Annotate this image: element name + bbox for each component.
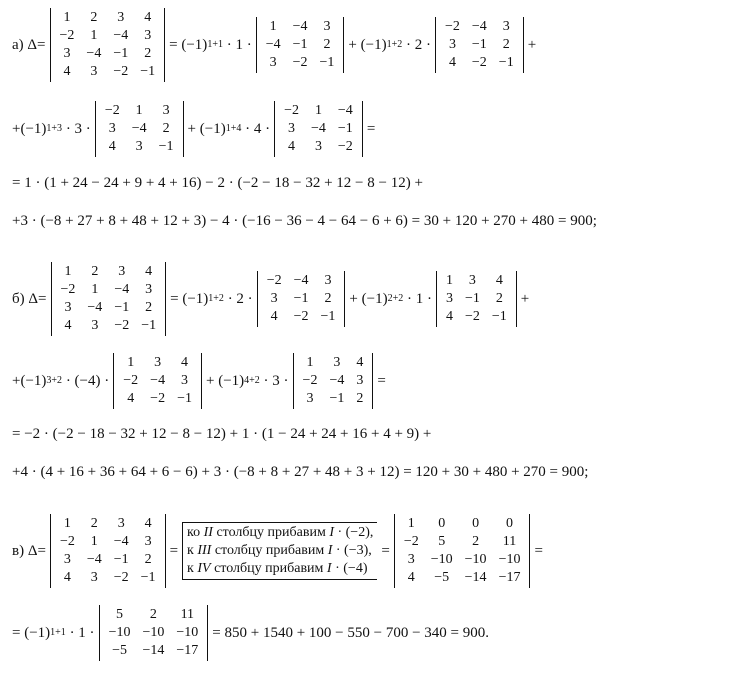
part-c-line-2: = (−1) 1+1 · 1 · 5 2 11 −10 −10 −10 −5 −14 −17 = 850 + 1540 + 100 − 550 − 700 − 340 = 900. <box>12 605 730 661</box>
matrix-cell: 4 <box>145 264 153 279</box>
matrix-cell: 1 <box>445 273 453 288</box>
matrix-cell: −2 <box>113 64 129 79</box>
matrix-cell: 2 <box>90 516 98 531</box>
matrix-cell: 3 <box>144 534 152 549</box>
matrix-cell: 1 <box>64 264 72 279</box>
matrix-cell: −2 <box>113 570 129 585</box>
minor-matrix <box>99 605 209 661</box>
matrix-cell: 5 <box>116 607 124 622</box>
matrix-cell: −2 <box>284 103 299 118</box>
matrix-cell: 4 <box>407 570 415 585</box>
matrix-row <box>54 533 162 551</box>
matrix-cell: 3 <box>288 121 296 136</box>
multiplier: · (−4) · <box>65 372 110 389</box>
matrix-cell: 2 <box>144 552 152 567</box>
operator: = <box>366 120 376 137</box>
matrix-cell: −2 <box>150 391 166 406</box>
matrix-cell: 3 <box>117 10 125 25</box>
matrix-row <box>103 624 205 642</box>
matrix-cell: −1 <box>293 291 309 306</box>
matrix-row <box>117 372 198 390</box>
matrix-cell: −1 <box>498 55 514 70</box>
matrix-cell: 4 <box>63 64 71 79</box>
matrix-row <box>398 515 527 533</box>
matrix-row <box>54 515 162 533</box>
matrix-cell: 2 <box>324 291 332 306</box>
matrix-cell: −14 <box>464 570 487 585</box>
matrix-row <box>278 102 359 120</box>
matrix-cell: −2 <box>104 103 120 118</box>
matrix-cell: −10 <box>142 625 165 640</box>
matrix-cell: 4 <box>108 139 116 154</box>
matrix-row <box>260 18 341 36</box>
multiplier: · 3 · <box>65 120 91 137</box>
matrix-cell: −1 <box>141 318 157 333</box>
matrix-row <box>54 551 162 569</box>
multiplier: · 2 · <box>227 290 253 307</box>
matrix-cell: 3 <box>314 139 322 154</box>
matrix-cell: 0 <box>438 516 446 531</box>
cofactor-sign: + (−1) <box>349 290 388 307</box>
matrix-row <box>398 569 527 587</box>
matrix-cell: −2 <box>59 534 75 549</box>
cofactor-sign: +(−1) <box>12 120 47 137</box>
matrix-cell: 3 <box>181 373 189 388</box>
matrix-cell: 11 <box>502 534 517 549</box>
matrix-cell: 1 <box>407 516 415 531</box>
matrix-row <box>103 606 205 624</box>
matrix-row <box>55 299 163 317</box>
cofactor-sign: = (−1) <box>12 624 51 641</box>
minor-matrix-12 <box>435 17 524 73</box>
operator: = <box>381 542 390 559</box>
matrix-cell: 4 <box>127 391 135 406</box>
matrix-cell: −2 <box>292 55 308 70</box>
matrix-cell: 4 <box>64 318 72 333</box>
multiplier: · 3 · <box>263 372 289 389</box>
part-b-line-2: +(−1) 3+2 · (−4) · 1 3 4 −2 −4 3 4 −2 −1 + (−1) 4+2 · 3 · 1 3 4 −2 −4 3 3 −1 2 = <box>12 353 730 409</box>
matrix-cell: −1 <box>177 391 192 406</box>
matrix-cell: −1 <box>140 64 156 79</box>
part-a-line-3 <box>12 175 730 192</box>
matrix-row <box>439 54 520 72</box>
part-b-line-3 <box>12 426 730 443</box>
matrix-cell: 4 <box>270 309 278 324</box>
matrix-cell: 3 <box>63 46 71 61</box>
matrix-cell: 2 <box>90 10 98 25</box>
matrix-cell: −2 <box>123 373 139 388</box>
multiplier: · 1 · <box>69 624 95 641</box>
matrix-cell: 3 <box>356 373 364 388</box>
matrix-cell: −10 <box>108 625 131 640</box>
expression-line: +3 · (−8 + 27 + 8 + 48 + 12 + 3) − 4 · (−16 − 36 − 4 − 64 − 6 + 6) = 30 + 120 + 270 + 480 = 900; <box>12 213 597 229</box>
matrix-row <box>55 281 163 299</box>
matrix-cell: −1 <box>464 291 480 306</box>
determinant-matrix <box>50 8 166 82</box>
part-c-label: в) <box>12 542 25 559</box>
determinant-matrix <box>51 262 167 336</box>
matrix-cell: 3 <box>324 273 332 288</box>
matrix-cell: −10 <box>498 552 521 567</box>
cofactor-sign: +(−1) <box>12 372 47 389</box>
matrix-row <box>398 533 527 551</box>
column-operations-bracket <box>182 522 377 580</box>
matrix-row <box>54 63 162 81</box>
matrix-cell: 3 <box>407 552 415 567</box>
matrix-cell: 3 <box>63 552 71 567</box>
matrix-row <box>260 54 341 72</box>
part-b-label: б) <box>12 290 25 307</box>
operator: = <box>169 542 179 559</box>
matrix-row <box>261 290 342 308</box>
matrix-cell: 4 <box>288 139 296 154</box>
matrix-cell: −1 <box>113 552 129 567</box>
matrix-cell: 3 <box>91 318 99 333</box>
matrix-cell: 4 <box>144 10 152 25</box>
matrix-cell: 0 <box>506 516 514 531</box>
minor-matrix-32 <box>113 353 202 409</box>
matrix-cell: −2 <box>60 282 76 297</box>
matrix-cell: −4 <box>471 19 487 34</box>
matrix-cell: 1 <box>269 19 277 34</box>
matrix-cell: −4 <box>150 373 166 388</box>
matrix-cell: 4 <box>356 355 364 370</box>
cofactor-sign: + (−1) <box>205 372 245 389</box>
matrix-cell: −1 <box>158 139 174 154</box>
matrix-cell: 2 <box>144 46 152 61</box>
matrix-cell: −1 <box>337 121 353 136</box>
matrix-cell: 3 <box>144 28 152 43</box>
matrix-cell: −2 <box>444 19 460 34</box>
delta-symbol: Δ= <box>28 290 47 307</box>
matrix-cell: −2 <box>337 139 353 154</box>
matrix-row <box>55 317 163 335</box>
matrix-cell: −4 <box>113 534 129 549</box>
minor-matrix-14 <box>274 101 363 157</box>
matrix-cell: −5 <box>434 570 450 585</box>
matrix-cell: 3 <box>117 516 125 531</box>
matrix-cell: −4 <box>131 121 147 136</box>
matrix-row <box>439 36 520 54</box>
multiplier: · 4 · <box>245 120 271 137</box>
matrix-cell: 3 <box>323 19 331 34</box>
matrix-cell: −4 <box>329 373 345 388</box>
matrix-cell: −1 <box>114 300 130 315</box>
matrix-cell: 3 <box>108 121 116 136</box>
matrix-row <box>99 120 180 138</box>
matrix-cell: 2 <box>91 264 99 279</box>
matrix-cell: 1 <box>91 282 99 297</box>
matrix-row <box>54 45 162 63</box>
matrix-cell: 11 <box>180 607 195 622</box>
matrix-cell: −2 <box>266 273 282 288</box>
matrix-cell: −10 <box>430 552 453 567</box>
matrix-row <box>440 290 513 308</box>
delta-symbol: Δ= <box>27 36 46 53</box>
matrix-row <box>440 272 513 290</box>
result-expression: = 850 + 1540 + 100 − 550 − 700 − 340 = 900. <box>212 624 489 641</box>
matrix-cell: −4 <box>86 552 102 567</box>
cofactor-sign: + (−1) <box>348 36 387 53</box>
matrix-row <box>297 390 370 408</box>
matrix-cell: −4 <box>87 300 103 315</box>
matrix-row <box>278 120 359 138</box>
minor-matrix-42 <box>293 353 374 409</box>
part-a-label: а) <box>12 36 24 53</box>
matrix-cell: 1 <box>127 355 135 370</box>
matrix-cell: −5 <box>112 643 127 658</box>
minor-matrix-22 <box>436 271 517 327</box>
matrix-cell: 3 <box>162 103 170 118</box>
matrix-cell: 1 <box>135 103 143 118</box>
matrix-row <box>103 642 205 660</box>
matrix-cell: −1 <box>329 391 345 406</box>
matrix-cell: 5 <box>438 534 446 549</box>
transformed-determinant <box>394 514 531 588</box>
matrix-cell: −4 <box>113 28 129 43</box>
matrix-cell: 3 <box>135 139 143 154</box>
matrix-cell: 3 <box>90 64 98 79</box>
matrix-cell: 4 <box>495 273 503 288</box>
minor-matrix-12 <box>257 271 346 327</box>
matrix-cell: 3 <box>333 355 341 370</box>
part-b-line-4 <box>12 464 730 481</box>
matrix-cell: −2 <box>293 309 309 324</box>
matrix-cell: −2 <box>403 534 419 549</box>
matrix-row <box>261 308 342 326</box>
matrix-cell: −4 <box>86 46 102 61</box>
delta-symbol: Δ= <box>27 542 46 559</box>
operator: = <box>377 372 386 389</box>
matrix-row <box>297 372 370 390</box>
matrix-row <box>55 263 163 281</box>
matrix-row <box>99 102 180 120</box>
matrix-cell: 4 <box>144 516 152 531</box>
matrix-cell: 3 <box>90 570 98 585</box>
matrix-cell: 2 <box>149 607 157 622</box>
matrix-cell: −1 <box>292 37 308 52</box>
matrix-row <box>297 354 370 372</box>
matrix-cell: 2 <box>323 37 331 52</box>
matrix-cell: −1 <box>471 37 487 52</box>
matrix-cell: −1 <box>320 309 336 324</box>
matrix-row <box>117 354 198 372</box>
matrix-cell: −17 <box>498 570 521 585</box>
matrix-cell: −2 <box>114 318 130 333</box>
matrix-cell: −10 <box>176 625 199 640</box>
cofactor-sign: + (−1) <box>187 120 226 137</box>
multiplier: · 1 · <box>406 290 432 307</box>
operator: = <box>534 542 543 559</box>
matrix-cell: −1 <box>140 570 156 585</box>
determinant-matrix <box>50 514 166 588</box>
part-a-line-2: +(−1) 1+3 · 3 · −2 1 3 3 −4 2 4 3 −1 + (−1) 1+4 · 4 · −2 1 −4 3 −4 −1 4 3 −2 = <box>12 101 730 157</box>
matrix-row <box>278 138 359 156</box>
matrix-cell: 2 <box>472 534 480 549</box>
matrix-cell: 3 <box>145 282 153 297</box>
matrix-cell: 1 <box>63 516 71 531</box>
matrix-cell: −4 <box>265 37 281 52</box>
part-b-line-1: б) Δ= 1 2 3 4 −2 1 −4 3 3 −4 −1 2 4 3 −2 −1 = (−1) 1+2 · 2 · −2 −4 3 3 −1 2 4 −2 −1 + (−1) 2+2 · 1 · 1 3 4 3 −1 2 4 −2 −1 + <box>12 262 730 336</box>
operator: + <box>527 36 537 53</box>
matrix-cell: 1 <box>90 534 98 549</box>
matrix-cell: −1 <box>491 309 507 324</box>
matrix-cell: −4 <box>311 121 326 136</box>
expression-line: = −2 · (−2 − 18 − 32 + 12 − 8 − 12) + 1 · (1 − 24 + 24 + 16 + 4 + 9) + <box>12 426 432 442</box>
matrix-cell: 2 <box>495 291 503 306</box>
matrix-cell: 1 <box>63 10 71 25</box>
part-c-line-1 <box>12 514 730 588</box>
matrix-cell: 3 <box>154 355 162 370</box>
matrix-cell: 4 <box>448 55 456 70</box>
matrix-cell: 3 <box>64 300 72 315</box>
matrix-cell: −2 <box>302 373 318 388</box>
matrix-row <box>398 551 527 569</box>
matrix-cell: 2 <box>145 300 153 315</box>
matrix-cell: 2 <box>356 391 364 406</box>
part-a-line-4 <box>12 213 730 230</box>
matrix-row <box>99 138 180 156</box>
matrix-cell: −2 <box>59 28 75 43</box>
matrix-cell: 1 <box>314 103 322 118</box>
matrix-cell: −4 <box>337 103 353 118</box>
cofactor-sign: = (−1) <box>170 290 209 307</box>
matrix-cell: 1 <box>90 28 98 43</box>
matrix-cell: −4 <box>293 273 309 288</box>
matrix-cell: −17 <box>176 643 199 658</box>
matrix-cell: 3 <box>448 37 456 52</box>
matrix-cell: −4 <box>114 282 130 297</box>
matrix-cell: −14 <box>142 643 165 658</box>
matrix-cell: 4 <box>445 309 453 324</box>
column-operation: к III столбцу прибавим I · (−3), <box>187 543 372 558</box>
matrix-row <box>54 27 162 45</box>
matrix-row <box>260 36 341 54</box>
matrix-row <box>117 390 198 408</box>
expression-line: = 1 · (1 + 24 − 24 + 9 + 4 + 16) − 2 · (−2 − 18 − 32 + 12 − 8 − 12) + <box>12 175 423 191</box>
matrix-cell: −1 <box>113 46 129 61</box>
matrix-cell: 3 <box>445 291 453 306</box>
minor-matrix-11 <box>256 17 345 73</box>
matrix-cell: −4 <box>292 19 308 34</box>
matrix-cell: 3 <box>306 391 314 406</box>
matrix-cell: 3 <box>502 19 510 34</box>
matrix-cell: 4 <box>181 355 189 370</box>
matrix-row <box>54 9 162 27</box>
matrix-cell: −2 <box>464 309 480 324</box>
column-operation: к IV столбцу прибавим I · (−4) <box>187 561 368 576</box>
minor-matrix-13 <box>95 101 184 157</box>
matrix-cell: 4 <box>63 570 71 585</box>
matrix-cell: 0 <box>472 516 480 531</box>
matrix-cell: −10 <box>464 552 487 567</box>
operator: + <box>520 290 530 307</box>
matrix-cell: 1 <box>306 355 314 370</box>
matrix-cell: −2 <box>471 55 487 70</box>
part-a-line-1: а) Δ= 1 2 3 4 −2 1 −4 3 3 −4 −1 2 4 3 −2 −1 = (−1) 1+1 · 1 · 1 −4 3 −4 −1 2 3 −2 −1 + (−1) 1+2 · 2 · −2 −4 3 3 −1 2 4 −2 −1 + <box>12 8 730 82</box>
matrix-cell: 3 <box>270 291 278 306</box>
matrix-cell: 3 <box>468 273 476 288</box>
matrix-row <box>54 569 162 587</box>
cofactor-sign: = (−1) <box>169 36 208 53</box>
matrix-cell: 2 <box>502 37 510 52</box>
expression-line: +4 · (4 + 16 + 36 + 64 + 6 − 6) + 3 · (−8 + 8 + 27 + 48 + 3 + 12) = 120 + 30 + 480 + 270 = 900; <box>12 464 589 480</box>
matrix-row <box>261 272 342 290</box>
matrix-cell: 3 <box>118 264 126 279</box>
matrix-cell: −1 <box>319 55 335 70</box>
multiplier: · 1 · <box>226 36 252 53</box>
column-operation: ко II столбцу прибавим I · (−2), <box>187 525 374 540</box>
multiplier: · 2 · <box>405 36 431 53</box>
matrix-cell: 2 <box>162 121 170 136</box>
matrix-cell: 3 <box>269 55 277 70</box>
matrix-row <box>439 18 520 36</box>
matrix-row <box>440 308 513 326</box>
